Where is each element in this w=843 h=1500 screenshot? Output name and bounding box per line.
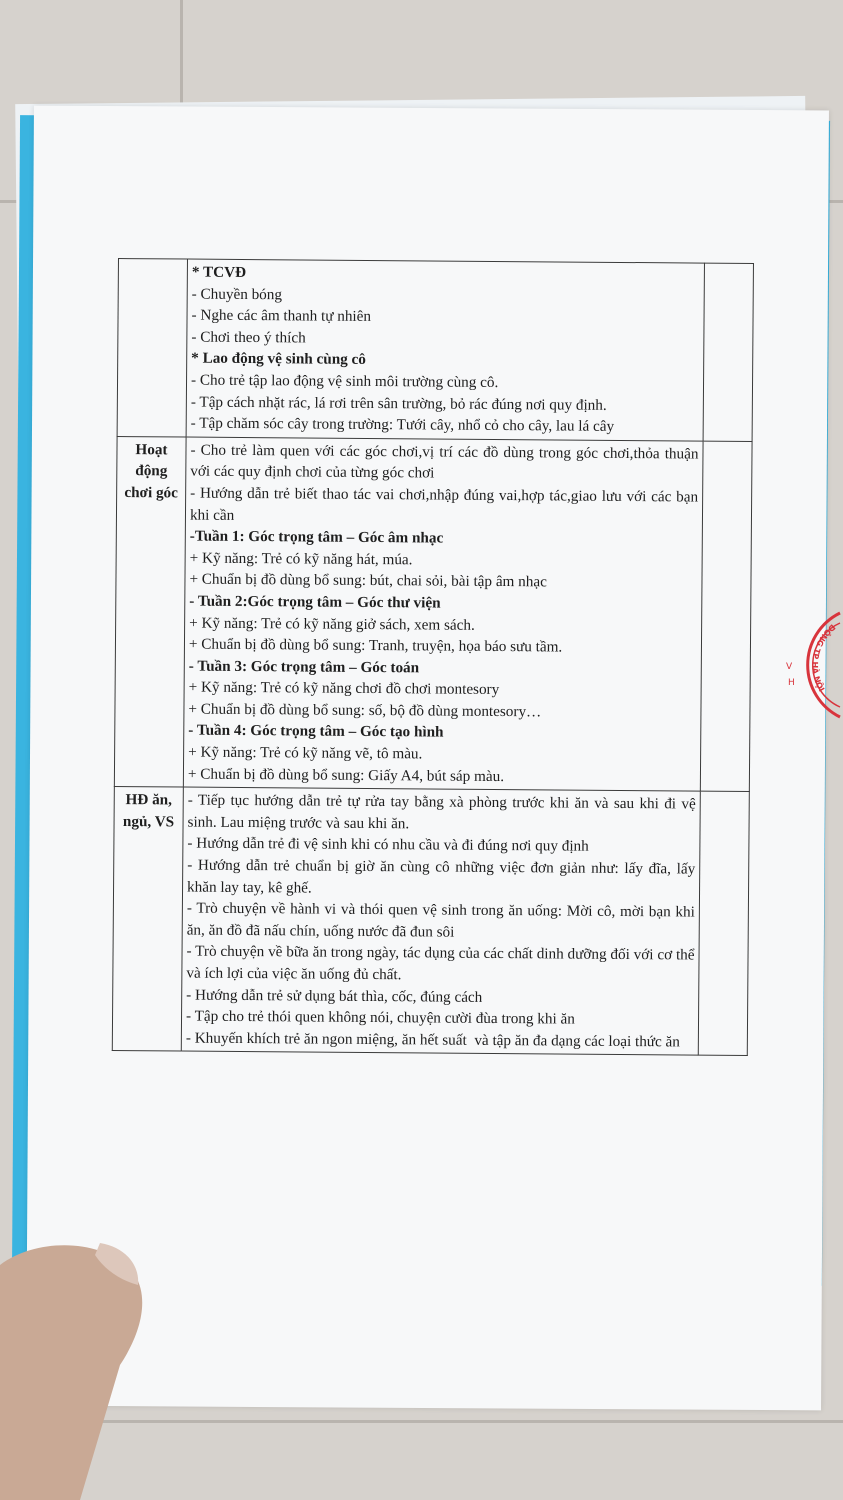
table-row	[114, 436, 752, 791]
content-line: + Chuẩn bị đồ dùng bổ sung: bút, chai sỏi, bài tập âm nhạc	[189, 570, 547, 591]
content-line: + Chuẩn bị đồ dùng bổ sung: Giấy A4, bút sáp màu.	[187, 765, 505, 785]
row-notes	[703, 263, 753, 441]
content-line: - Tập chăm sóc cây trong trường: Tưới cây, nhổ cỏ cho cây, lau lá cây	[190, 414, 615, 436]
content-line: + Kỹ năng: Trẻ có kỹ năng chơi đồ chơi montesory	[188, 678, 500, 699]
content-line: + Kỹ năng: Trẻ có kỹ năng hát, múa.	[189, 549, 413, 569]
content-line: + Kỹ năng: Trẻ có kỹ năng vẽ, tô màu.	[188, 743, 423, 763]
stamp-glyph: V	[786, 662, 793, 672]
content-line: - Tiếp tục hướng dẫn trẻ tự rửa tay bằng xà phòng trước khi ăn và sau khi đi vệ sinh. Lau miệng trước và sau khi ăn.	[187, 791, 700, 833]
content-line: - Cho trẻ làm quen với các góc chơi,vị trí các đồ dùng trong góc chơi,thỏa thuận với các quy định chơi của từng góc chơi	[190, 441, 703, 482]
tile-grout	[180, 0, 183, 110]
row-label: HĐ ăn, ngủ, VS	[112, 787, 183, 1052]
section-heading: - Tuần 4: Góc trọng tâm – Góc tạo hình	[188, 722, 444, 742]
content-line: - Hướng dẫn trẻ biết thao tác vai chơi,nhập đúng vai,hợp tác,giao lưu với các bạn khi cần	[189, 484, 703, 524]
row-label	[117, 259, 187, 437]
section-heading: - Tuần 2:Góc trọng tâm – Góc thư viện	[189, 592, 441, 612]
section-heading: * TCVĐ	[191, 263, 247, 282]
row-label: Hoạt động chơi góc	[114, 436, 186, 787]
row-content	[186, 259, 704, 441]
finger	[0, 1225, 160, 1500]
row-content	[183, 437, 703, 792]
content-line: - Hướng dẫn trẻ đi vệ sinh khi có nhu cầu và đi đúng nơi quy định	[187, 835, 589, 856]
stamp-glyph: H	[788, 678, 795, 688]
section-heading: * Lao động vệ sinh cùng cô	[191, 349, 366, 369]
content-line: - Khuyến khích trẻ ăn ngon miệng, ăn hết suất và tập ăn đa dạng các loại thức ăn	[185, 1029, 680, 1051]
plan-table	[112, 258, 754, 1056]
content-line: - Cho trẻ tập lao động vệ sinh môi trường cùng cô.	[190, 371, 499, 391]
section-heading: - Tuần 3: Góc trọng tâm – Góc toán	[188, 657, 420, 677]
content-line: + Chuẩn bị đồ dùng bổ sung: Tranh, truyện, họa báo sưu tầm.	[188, 635, 563, 656]
plan-table-body	[112, 259, 753, 1056]
content-line: - Chuyền bóng	[191, 285, 283, 303]
table-row	[117, 259, 753, 442]
content-line: - Trò chuyện về hành vi và thói quen vệ sinh trong ăn uống: Mời cô, mời bạn khi ăn, ăn đồ đã nấu chín, uống nước đã đun sôi	[186, 899, 699, 941]
content-line: - Hướng dẫn trẻ chuẩn bị giờ ăn cùng cô những việc đơn giản như: lấy đĩa, lấy khăn lay tay, kê ghế.	[186, 856, 700, 897]
content-line: - Trò chuyện về bữa ăn trong ngày, tác dụng của các chất dinh dưỡng đối với cơ thể và ích lợi của việc ăn uống đủ chất.	[186, 942, 699, 984]
row-content	[181, 787, 700, 1055]
content-line: - Chơi theo ý thích	[191, 328, 306, 347]
table-row	[112, 787, 749, 1056]
content-line: - Hướng dẫn trẻ sử dụng bát thìa, cốc, đúng cách	[186, 986, 483, 1006]
row-notes	[700, 441, 752, 792]
row-notes	[698, 791, 749, 1056]
stamp-text: ĐÔNG TP HÀ NỘI	[810, 622, 837, 694]
content-line: - Tập cách nhặt rác, lá rơi trên sân trường, bỏ rác đúng nơi quy định.	[190, 393, 607, 414]
content-line: - Tập cho trẻ thói quen không nói, chuyện cười đùa trong khi ăn	[185, 1007, 575, 1028]
red-stamp	[770, 605, 843, 725]
content-line: + Chuẩn bị đồ dùng bổ sung: số, bộ đồ dùng montesory…	[188, 700, 542, 721]
content-line: - Nghe các âm thanh tự nhiên	[191, 306, 372, 326]
content-line: + Kỹ năng: Trẻ có kỹ năng giở sách, xem sách.	[189, 614, 475, 634]
section-heading: -Tuần 1: Góc trọng tâm – Góc âm nhạc	[189, 527, 444, 547]
